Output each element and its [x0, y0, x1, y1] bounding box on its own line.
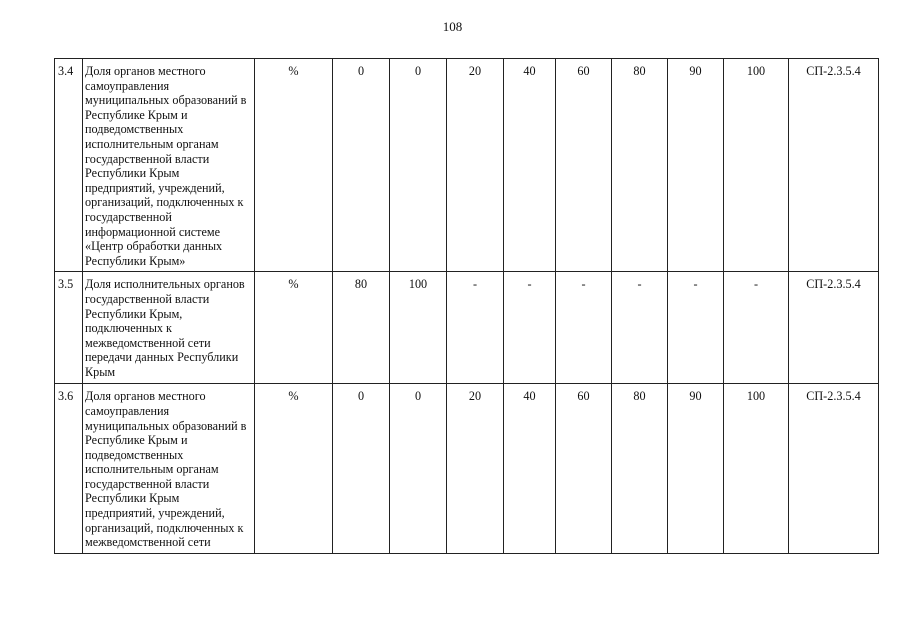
row-number: 3.6 [55, 384, 83, 554]
reference-cell: СП-2.3.5.4 [789, 59, 879, 272]
unit-cell: % [255, 59, 333, 272]
value-cell: - [612, 272, 668, 384]
value-cell: 80 [333, 272, 390, 384]
value-cell: 0 [390, 384, 447, 554]
value-cell: 80 [612, 384, 668, 554]
reference-cell: СП-2.3.5.4 [789, 384, 879, 554]
value-cell: 100 [724, 384, 789, 554]
value-cell: 80 [612, 59, 668, 272]
unit-cell: % [255, 384, 333, 554]
value-cell: 0 [333, 384, 390, 554]
value-cell: 60 [556, 59, 612, 272]
value-cell: 90 [668, 384, 724, 554]
indicator-name: Доля органов местного самоуправления муниципальных образований в Республике Крым и подведомственных исполнительным органам государственной власти Республики Крым предприятий, учреждений, организаций, подключенных к государственной информационной системе «Центр обработки данных Республики Крым» [83, 59, 255, 272]
value-cell: 100 [390, 272, 447, 384]
value-cell: 100 [724, 59, 789, 272]
unit-cell: % [255, 272, 333, 384]
row-number: 3.5 [55, 272, 83, 384]
value-cell: 60 [556, 384, 612, 554]
value-cell: 0 [390, 59, 447, 272]
value-cell: - [447, 272, 504, 384]
value-cell: 90 [668, 59, 724, 272]
value-cell: - [556, 272, 612, 384]
table-row [55, 384, 879, 554]
reference-cell: СП-2.3.5.4 [789, 272, 879, 384]
indicators-table [54, 58, 879, 554]
table-row [55, 272, 879, 384]
value-cell: 20 [447, 59, 504, 272]
value-cell: 40 [504, 59, 556, 272]
indicator-name: Доля исполнительных органов государственной власти Республики Крым, подключенных к межведомственной сети передачи данных Республики Крым [83, 272, 255, 384]
table-row [55, 59, 879, 272]
value-cell: 40 [504, 384, 556, 554]
page-number: 108 [442, 19, 463, 34]
row-number: 3.4 [55, 59, 83, 272]
value-cell: - [668, 272, 724, 384]
value-cell: 0 [333, 59, 390, 272]
value-cell: - [504, 272, 556, 384]
value-cell: - [724, 272, 789, 384]
value-cell: 20 [447, 384, 504, 554]
indicator-name: Доля органов местного самоуправления муниципальных образований в Республике Крым и подведомственных исполнительным органам государственной власти Республики Крым предприятий, учреждений, организаций, подключенных к межведомственной сети [83, 384, 255, 554]
